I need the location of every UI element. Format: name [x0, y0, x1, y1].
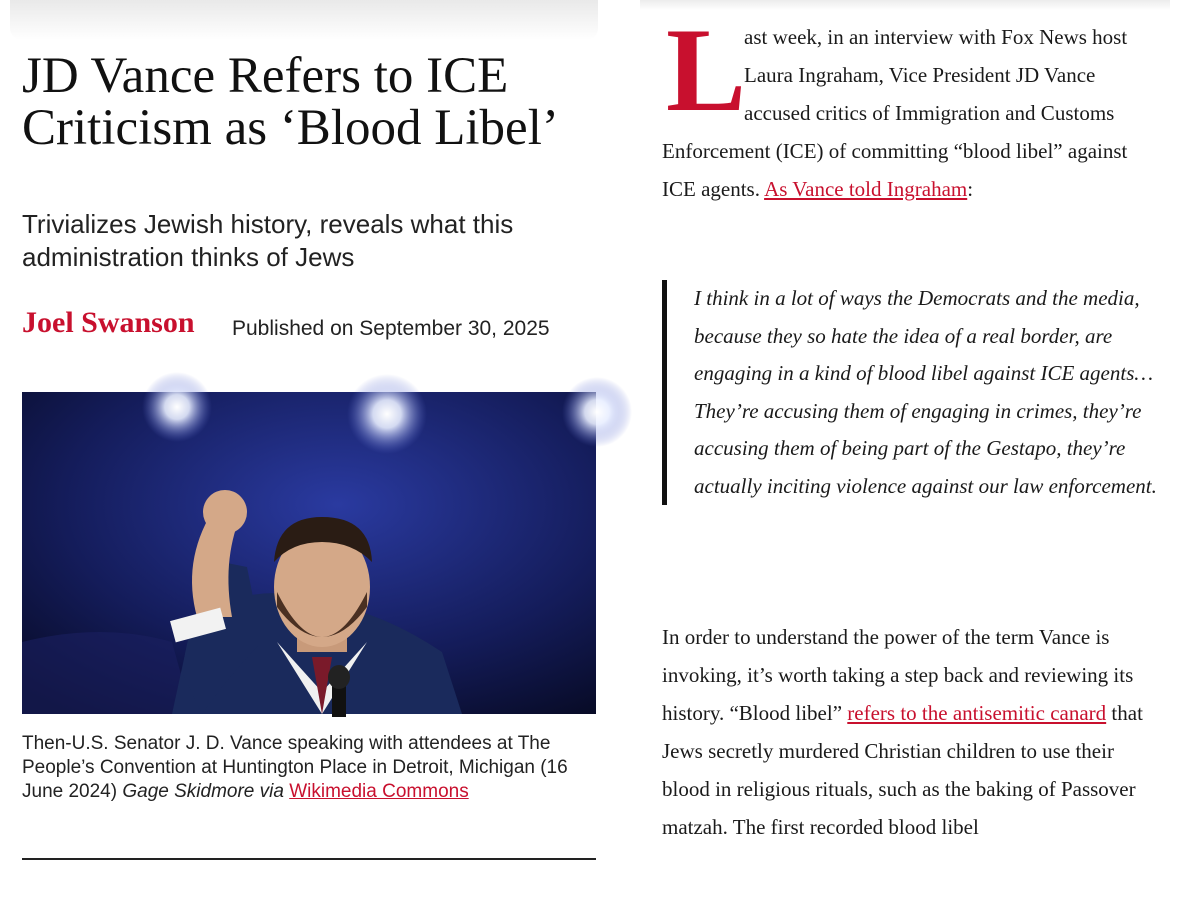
history-text: In order to understand the power of the term Vance is invoking, it’s worth taking a step back and reviewing its history. “Blood libel”: [662, 625, 1134, 725]
top-shade: [10, 0, 598, 40]
antisemitic-canard-link[interactable]: refers to the antisemitic canard: [847, 701, 1107, 725]
intro-paragraph: [662, 18, 1162, 208]
divider-rule: [22, 858, 596, 860]
bottom-fade: [640, 870, 1170, 900]
published-date: Published on September 30, 2025: [232, 317, 550, 340]
history-paragraph: [662, 618, 1152, 846]
article-body-column: [640, 0, 1170, 900]
as-vance-told-ingraham-link[interactable]: As Vance told Ingraham: [764, 177, 968, 201]
caption-credit: Gage Skidmore via: [122, 781, 290, 802]
photo-caption: [22, 732, 592, 804]
intro-end: :: [967, 177, 974, 201]
article-title: JD Vance Refers to ICE Criticism as ‘Blood Libel’: [22, 48, 559, 156]
article-dek: Trivializes Jewish history, reveals what this administration thinks of Jews: [22, 209, 514, 272]
quote-text: I think in a lot of ways the Democrats and the media, because they so hate the idea of a real border, are engaging in a kind of blood libel against ICE agents… They’re accusing them of engaging in crimes, they’re accusing them of being part of the Gestapo, they’re actually inciting violence against our law enforcement.: [694, 286, 1157, 498]
wikimedia-commons-link[interactable]: Wikimedia Commons: [289, 781, 469, 802]
article-photo: [22, 392, 596, 714]
intro-text: ast week, in an interview with Fox News host Laura Ingraham, Vice President JD Vance accused critics of Immigration and Customs Enforcement (ICE) of committing “blood libel” against ICE agents.: [662, 25, 1128, 201]
drop-cap-glyph: L: [666, 3, 747, 136]
caption-text: Then-U.S. Senator J. D. Vance speaking with attendees at The People’s Convention at Huntington Place in Detroit, Michigan (16 June 2024): [22, 733, 568, 802]
history-text-end: that Jews secretly murdered Christian children to use their blood in religious rituals, such as the baking of Passover matzah. The first recorded blood libel: [662, 701, 1143, 839]
author-link[interactable]: Joel Swanson: [22, 306, 195, 339]
photo-illustration: [22, 392, 596, 714]
article-header-column: [10, 0, 598, 900]
vance-quote: [662, 280, 1162, 505]
drop-cap-space: [662, 18, 744, 128]
